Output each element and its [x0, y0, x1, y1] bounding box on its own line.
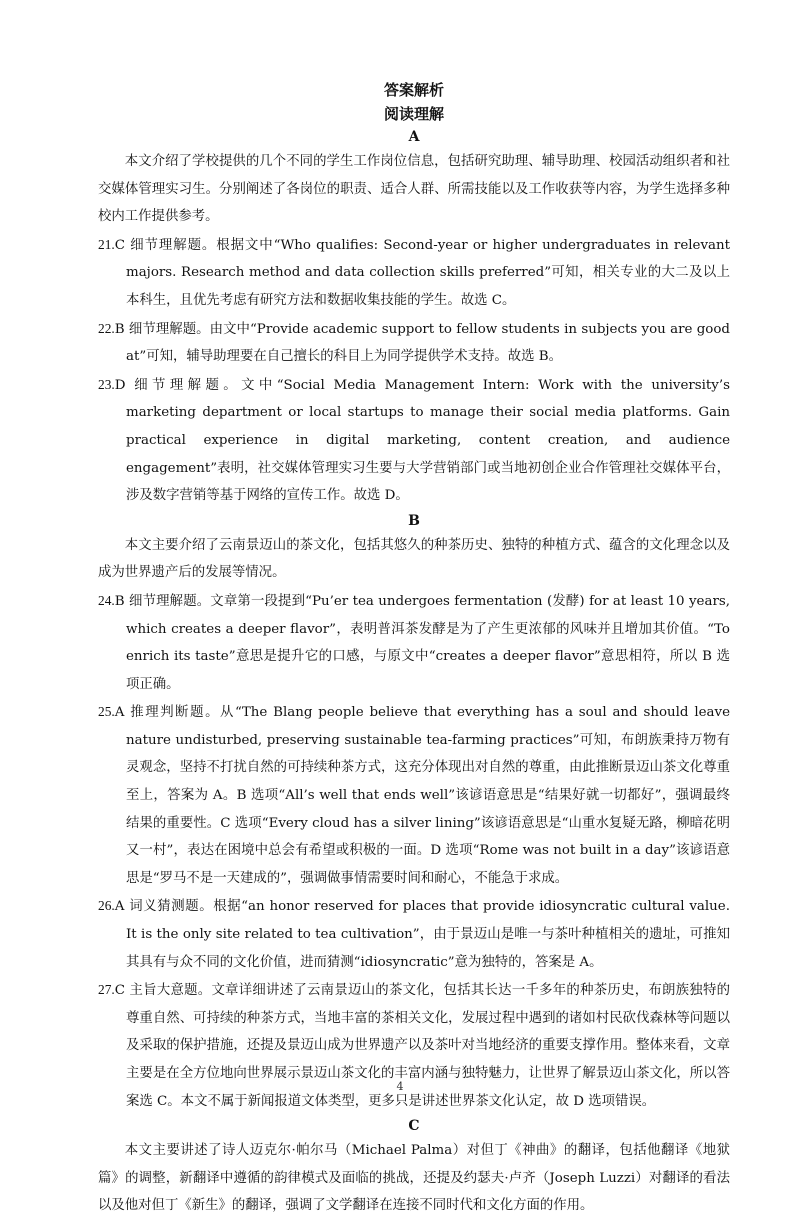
answer-item-23: [98, 371, 730, 510]
item-number: 22.: [98, 320, 115, 336]
item-answer: D: [114, 377, 126, 393]
section-c-heading: C: [408, 1118, 420, 1135]
item-answer: B: [114, 321, 125, 337]
item-explanation: 词义猜测题。根据“an honor reserved for places that provide idiosyncratic cultural value. It is the only site related to tea cultivation”，由于景迈山是唯一与茶叶种植相关的遗址，可推知其具有与众不同的文化价值，进而猜测“idiosyncratic”意为独特的，答案是 A。: [126, 899, 730, 970]
item-answer: A: [114, 899, 125, 915]
section-c-summary: 本文主要讲述了诗人迈克尔·帕尔马（Michael Palma）对但丁《神曲》的翻译，包括他翻译《地狱篇》的调整，新翻译中遵循的韵律模式及面临的挑战，还提及约瑟夫·卢齐（Joseph Luzzi）对翻译的看法以及他对但丁《新生》的翻译，强调了文学翻译在连接不同时代和文化方面的作用。: [98, 1143, 730, 1214]
item-number: 27.: [98, 982, 115, 998]
page-subtitle: 阅读理解: [383, 105, 444, 123]
section-a-summary: 本文介绍了学校提供的几个不同的学生工作岗位信息，包括研究助理、辅导助理、校园活动组织者和社交媒体管理实习生。分别阐述了各岗位的职责、适合人群、所需技能以及工作收获等内容，为学生选择多种校内工作提供参考。: [98, 154, 730, 225]
item-explanation: 推理判断题。从“The Blang people believe that everything has a soul and should leave nature undisturbed, preserving sustainable tea-farming practices”可知，布朗族秉持万物有灵观念，坚持不打扰自然的可持续种茶方式，这充分体现出对自然的尊重，由此推断景迈山茶文化尊重至上，答案为 A。B 选项“All’s well that ends well”该谚语意思是“结果好就一切都好”，强调最终结果的重要性。C 选项“Every cloud has a silver lining”该谚语意思是“山重水复疑无路，柳暗花明又一村”，表达在困境中总会有希望或积极的一面。D 选项“Rome was not built in a day”该谚语意思是“罗马不是一天建成的”，强调做事情需要时间和耐心，不能急于求成。: [126, 705, 730, 886]
answer-item-24: [98, 587, 730, 698]
section-a-heading: A: [408, 129, 420, 145]
item-answer: A: [114, 705, 125, 721]
page-number: 4: [396, 1080, 404, 1093]
answer-item-22: [98, 315, 730, 371]
item-answer: C: [114, 237, 125, 253]
section-b-heading: B: [408, 512, 420, 529]
answer-item-21: [98, 231, 730, 315]
item-number: 26.: [98, 898, 115, 914]
answer-item-26: [98, 892, 730, 976]
answer-item-27: [98, 976, 730, 1115]
item-answer: B: [114, 593, 125, 609]
item-explanation: 细节理解题。由文中“Provide academic support to fellow students in subjects you are good at”可知，辅导助理要在自己擅长的科目上为同学提供学术支持。故选 B。: [126, 321, 730, 365]
item-number: 21.: [98, 236, 115, 252]
item-number: 23.: [98, 376, 115, 392]
section-b-summary: 本文主要介绍了云南景迈山的茶文化，包括其悠久的种茶历史、独特的种植方式、蕴含的文化理念以及成为世界遗产后的发展等情况。: [98, 537, 730, 581]
page-title: 答案解析: [383, 81, 444, 99]
item-number: 25.: [98, 704, 115, 720]
item-explanation: 细节理解题。文中“Social Media Management Intern: Work with the university’s marketing department or local startups to manage their social media platforms. Gain practical experience in digital marketing, content creation, and audience engagement”表明，社交媒体管理实习生要与大学营销部门或当地初创企业合作管理社交媒体平台，涉及数字营销等基于网络的宣传工作。故选 D。: [126, 377, 730, 504]
item-explanation: 细节理解题。根据文中“Who qualifies: Second-year or higher undergraduates in relevant majors. Research method and data collection skills preferred”可知，相关专业的大二及以上本科生，且优先考虑有研究方法和数据收集技能的学生。故选 C。: [126, 237, 730, 308]
item-number: 24.: [98, 592, 115, 608]
item-explanation: 主旨大意题。文章详细讲述了云南景迈山的茶文化，包括其长达一千多年的种茶历史，布朗族独特的尊重自然、可持续的种茶方式，当地丰富的茶相关文化，发展过程中遇到的诸如村民砍伐森林等问题以及采取的保护措施，还提及景迈山成为世界遗产以及茶叶对当地经济的重要支撑作用。整体来看，文章主要是在全方位地向世界展示景迈山茶文化的丰富内涵与独特魅力，让世界了解景迈山茶文化，所以答案选 C。本文不属于新闻报道文体类型，更多只是讲述世界茶文化认定，故 D 选项错误。: [126, 983, 730, 1109]
item-answer: C: [114, 983, 125, 999]
item-explanation: 细节理解题。文章第一段提到“Pu’er tea undergoes fermentation (发酵) for at least 10 years, which creates a deeper flavor”，表明普洱茶发酵是为了产生更浓郁的风味并且增加其价值。“To enrich its taste”意思是提升它的口感，与原文中“creates a deeper flavor”意思相符，所以 B 选项正确。: [126, 593, 730, 692]
answer-item-25: [98, 698, 730, 892]
